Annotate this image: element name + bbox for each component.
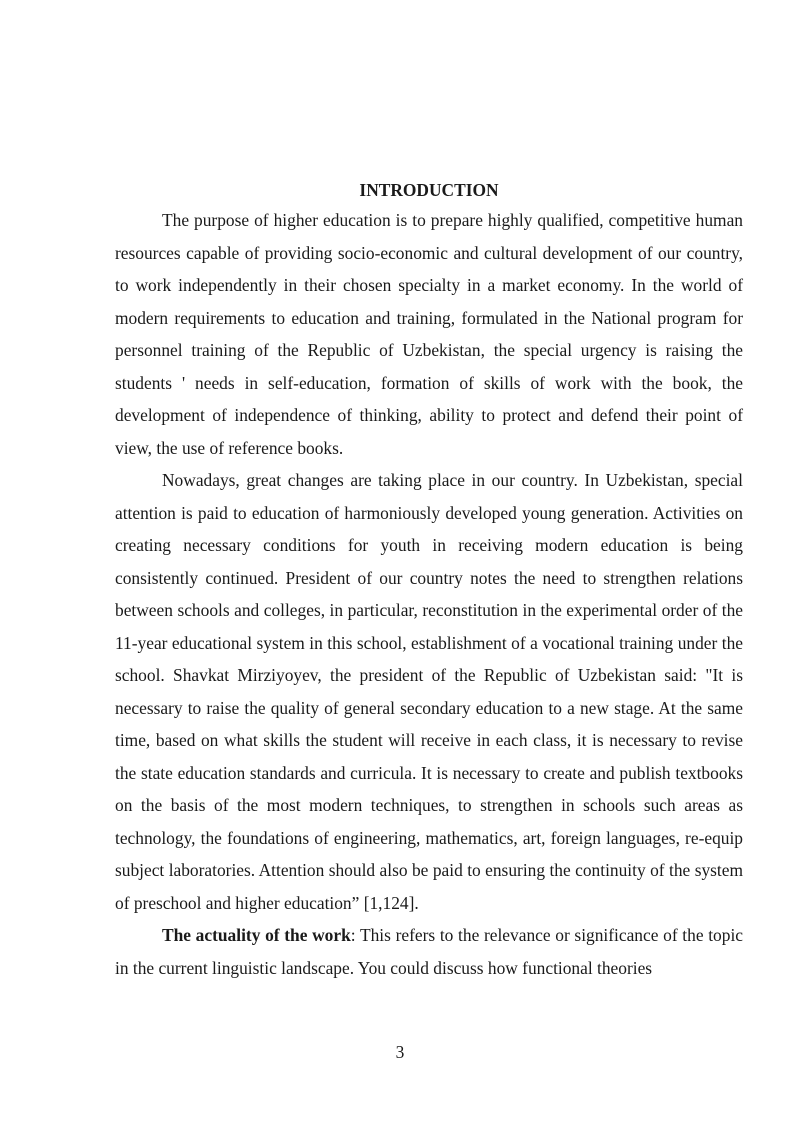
- actuality-heading: The actuality of the work: [162, 925, 351, 945]
- page-number: 3: [395, 1042, 405, 1062]
- page-body: [115, 176, 743, 984]
- paragraph-actuality: [115, 919, 743, 984]
- paragraph-purpose: The purpose of higher education is to prepare highly qualified, competitive human resources capable of providing socio-economic and cultural development of our country, to work independently in their chosen specialty in a market economy. In the world of modern requirements to education and training, formulated in the National program for personnel training of the Republic of Uzbekistan, the special urgency is raising the students ' needs in self-education, formation of skills of work with the book, the development of independence of thinking, ability to protect and defend their point of view, the use of reference books.: [115, 210, 743, 458]
- section-title: INTRODUCTION: [359, 180, 499, 200]
- actuality-text: : This refers to the relevance or significance of the topic in the current linguistic landscape. You could discuss how functional theories: [115, 925, 743, 978]
- paragraph-nowadays: Nowadays, great changes are taking place in our country. In Uzbekistan, special attention is paid to education of harmoniously developed young generation. Activities on creating necessary conditions for youth in receiving modern education is being consistently continued. President of our country notes the need to strengthen relations between schools and colleges, in particular, reconstitution in the experimental order of the 11-year educational system in this school, establishment of a vocational training under the school. Shavkat Mirziyoyev, the president of the Republic of Uzbekistan said: "It is necessary to raise the quality of general secondary education to a new stage. At the same time, based on what skills the student will receive in each class, it is necessary to revise the state education standards and curricula. It is necessary to create and publish textbooks on the basis of the most modern techniques, to strengthen in schools such areas as technology, the foundations of engineering, mathematics, art, foreign languages, re-equip subject laboratories. Attention should also be paid to ensuring the continuity of the system of preschool and higher education” [1,124].: [115, 470, 743, 913]
